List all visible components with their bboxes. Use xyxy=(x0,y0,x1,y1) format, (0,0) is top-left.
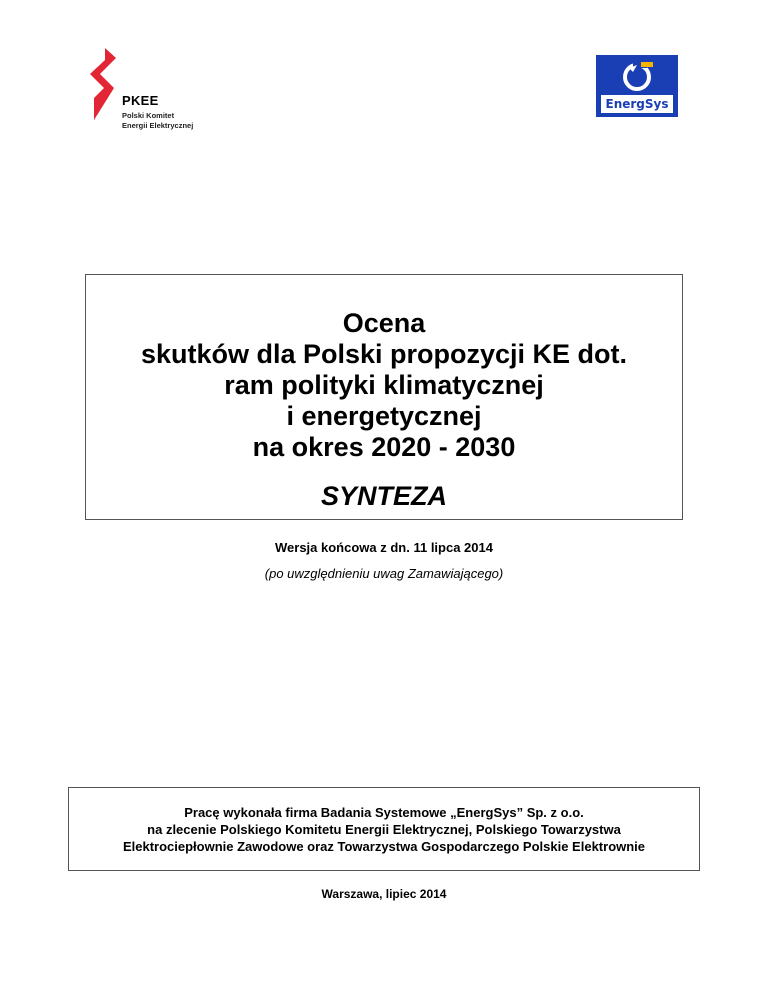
credit-line: na zlecenie Polskiego Komitetu Energii Elektrycznej, Polskiego Towarzystwa xyxy=(147,822,621,837)
credit-line: Elektrociepłownie Zawodowe oraz Towarzystwa Gospodarczego Polskie Elektrownie xyxy=(122,839,646,854)
pkee-subtitle xyxy=(122,111,193,131)
title-line: skutków dla Polski propozycji KE dot. xyxy=(140,339,628,369)
energsys-ring-icon xyxy=(619,58,655,94)
pkee-logo xyxy=(90,48,210,138)
place-date: Warszawa, lipiec 2014 xyxy=(321,887,447,901)
pkee-mark-icon xyxy=(90,48,120,120)
credit-line: Pracę wykonała firma Badania Systemowe „EnergSys” Sp. z o.o. xyxy=(184,805,584,820)
title-line: ram polityki klimatycznej xyxy=(224,370,544,400)
title-line: na okres 2020 - 2030 xyxy=(252,432,516,462)
document-subtitle: SYNTEZA xyxy=(320,481,447,511)
energsys-logo xyxy=(596,55,678,117)
document-title xyxy=(86,308,682,463)
title-box xyxy=(85,274,683,520)
energsys-label: EnergSys xyxy=(601,95,673,113)
version-text: Wersja końcowa z dn. 11 lipca 2014 xyxy=(275,540,493,555)
version-note: (po uwzględnieniu uwag Zamawiającego) xyxy=(264,566,504,581)
pkee-subtitle-line1: Polski Komitet xyxy=(122,111,175,120)
title-line: i energetycznej xyxy=(286,401,482,431)
credit-box xyxy=(68,787,700,871)
pkee-name: PKEE xyxy=(122,93,159,108)
title-line: Ocena xyxy=(342,308,426,338)
pkee-subtitle-line2: Energii Elektrycznej xyxy=(122,121,194,130)
